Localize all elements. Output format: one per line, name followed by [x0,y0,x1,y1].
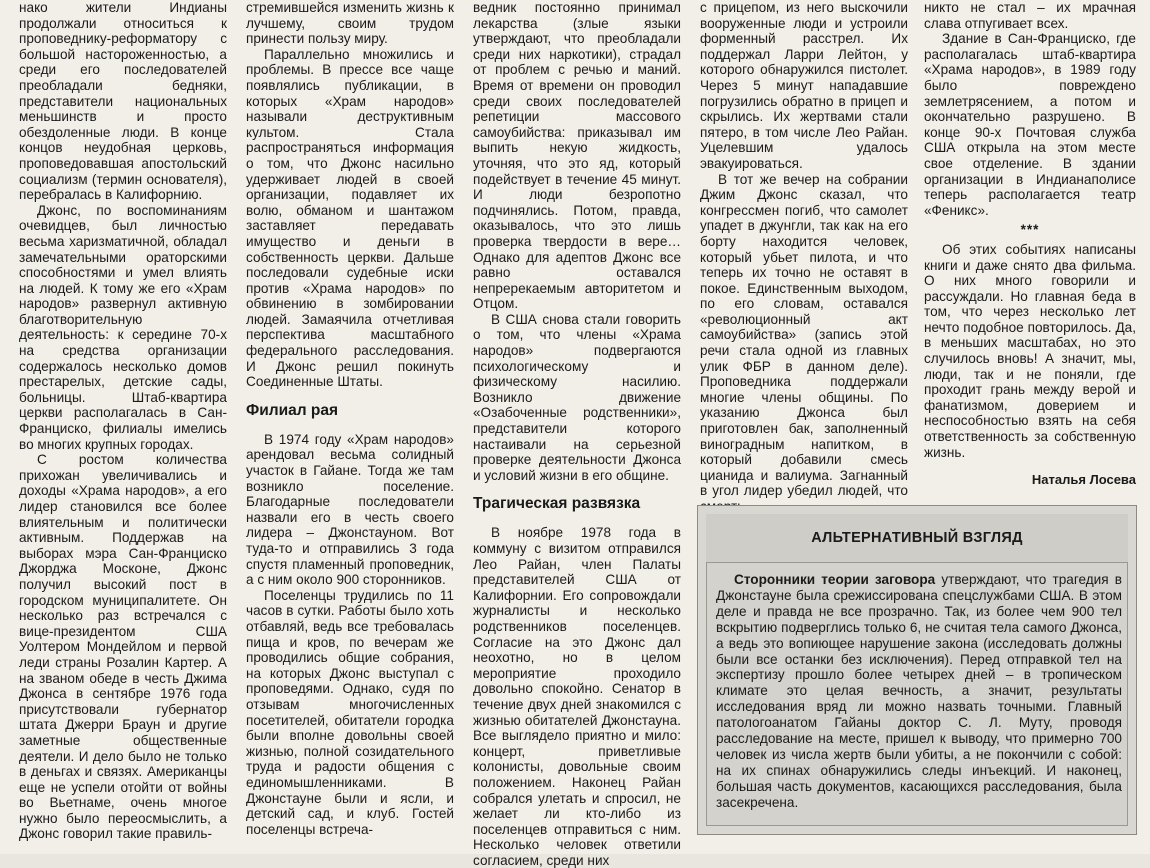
paragraph: В ноябре 1978 года в коммуну с визитом отправился Лео Райан, член Палаты представителей США от Калифорнии. Его сопровождали журналисты и несколько родственников поселенцев. Согласие на это Джонс дал неохотно, но в целом мероприятие проходило довольно спокойно. Сенатор в течение двух дней знакомился с жизнью обитателей Джонстауна. Все выглядело приятно и мило: концерт, приветливые колонисты, довольные своим положением. Наконец Райан собрался улетать и спросил, не желает ли кто-либо из поселенцев отправиться с ним. Несколько человек ответили согласием, среди них [473,525,681,868]
paragraph: Параллельно множились и проблемы. В прессе все чаще появлялись публикации, в которых «Храм народов» называли деструктивным культом. Стала распространяться информация о том, что Джонс насильно удерживает людей в своей организации, подавляет их волю, обманом и шантажом заставляет передавать имущество и деньги в собственность церкви. Дальше последовали судебные иски против «Храма народов» по обвинению в зомбировании людей. Замаячила отчетливая перспектива масштабного федерального расследования. И Джонс решил покинуть Соединенные Штаты. [246,46,454,390]
sidebar-title: АЛЬТЕРНАТИВНЫЙ ВЗГЛЯД [706,514,1128,563]
section-heading-tragedy: Трагическая развязка [473,495,641,513]
paragraph: С ростом количества прихожан увеличивались и доходы «Храма народов», а его лидер становился все более влиятельным и политически активным. Поддержав на выборах мэра Сан-Франциско Джорджа Москоне, Джонс получил высокий пост в городском муниципалитете. Он несколько раз встречался с вице-президентом США Уолтером Мондейлом и первой леди страны Розалин Картер. А на званом обеде в честь Джима Джонса в сентябре 1976 года присутствовали губернатор штата Джерри Браун и другие заметные общественные деятели. И дело было не только в деньгах и связях. Американцы еще не успели отойти от войны во Вьетнаме, очень многое нужно было переосмыслить, а Джонс говорил такие правиль- [19,452,227,842]
sidebar-text: утверждают, что трагедия в Джонстауне была срежиссирована спецслужбами США. В этом деле и правда не все прозрачно. Так, из более чем 900 тел вскрытию подверглись только 6, не считая тела самого Джонса, а ведь это вопиющее нарушение закона (исследовать должны были все останки без исключения). Перед отправкой тел на экспертизу прошло более четырех дней – в тропическом климате это целая вечность, а значит, результаты исследования вряд ли можно назвать точными. Главный патологоанатом Гайаны доктор С. Л. Муту, проводя расследование на месте, пришел к выводу, что примерно 700 человек из числа жертв были убиты, а не покончили с собой: на их спинах обнаружились следы инъекций. И наконец, большая часть документов, касающихся расследования, была засекречена. [716,572,1122,810]
sidebar-lead: Сторонники теории заговора [734,572,936,587]
section-separator: *** [1020,222,1040,238]
paragraph: Об этих событиях написаны книги и даже снято два фильма. О них много говорили и рассуждали. Но главная беда в том, что через несколько лет нечто подобное повторилось. Да, в меньших масштабах, но это случилось вновь! А значит, мы, люди, так и не поняли, где проходит грань между верой и фанатизмом, доверием и неспособностью взять на себя ответственность за собственную жизнь. [924,241,1136,460]
column-2 [246,0,454,837]
paragraph: стремившейся изменить жизнь к лучшему, своим трудом принести пользу миру. [246,0,454,47]
paragraph: Поселенцы трудились по 11 часов в сутки. Работы было хоть отбавляй, ведь все требовалась пища и кров, по вечерам же проводились общие собрания, на которых Джонс выступал с проповедями. Однако, судя по отзывам многочисленных посетителей, обитатели городка были вполне довольны своей жизнью, полной созидательного труда и радости общения с единомышленниками. В Джонстауне были и ясли, и детский сад, и клуб. Гостей поселенцы встреча- [246,587,454,837]
paragraph: с прицепом, из него выскочили вооруженные люди и устроили форменный расстрел. Их поддержал Ларри Лейтон, у которого обнаружился пистолет. Через 5 минут нападавшие погрузились обратно в прицеп и скрылись. Их жертвами стали пятеро, в том числе Лео Райан. Уцелевшим удалось эвакуироваться. [700,0,908,171]
sidebar-alternative-view [697,505,1137,835]
author-signature: Наталья Лосева [1031,472,1136,488]
paragraph: В тот же вечер на собрании Джим Джонс сказал, что конгрессмен погиб, что самолет упадет в джунгли, так как на его борту находится человек, который убьет пилота, и что теперь их точно не оставят в покое. Единственным выходом, по его словам, оставался «революционный акт самоубийства» (запись этой речи стала одной из главных улик ФБР в данном деле). Проповедника поддержали многие члены общины. По указанию Джонса был приготовлен бак, заполненный виноградным напитком, в который добавили смесь цианида и валиума. Загнанный в угол лидер убедил людей, что [700,171,908,499]
column-1 [19,0,227,842]
paragraph: Здание в Сан-Франциско, где располагалась штаб-квартира «Храма народов», в 1989 году было повреждено землетрясением, а потом и окончательно разрушено. В конце 90-х Почтовая служба США открыла на этом месте свое отделение. В здании организации в Индианаполисе теперь располагается театр «Феникс». [924,31,1136,218]
paragraph: нако жители Индианы продолжали относиться к проповеднику-реформатору с большой настороженностью, а среди его последователей преобладали бедняки, представители национальных меньшинств и просто обездоленные люди. В конце концов неудобная церковь, проповедовавшая апостольский социализм (термин основателя), перебралась в Калифорнию. [19,0,227,203]
paragraph: Джонс, по воспоминаниям очевидцев, был личностью весьма харизматичной, обладал замечательными ораторскими способностями и умел влиять на людей. К тому же его «Храм народов» развернул активную благотворительную деятельность: к середине 70-х на средства организации содержалось несколько домов престарелых, детские сады, больницы. Штаб-квартира церкви располагалась в Сан-Франциско, филиалы имелись во многих крупных городах. [19,202,227,452]
column-5 [924,0,1136,488]
column-4 [700,0,908,515]
paragraph: В США снова стали говорить о том, что члены «Храма народов» подвергаются психологическому и физическому насилию. Возникло движение «Озабоченные родственники», представители которого настаивали на серьезной проверке деятельности Джонса и условий жизни в его общине. [473,311,681,483]
sidebar-body [716,572,1122,811]
paragraph: ведник постоянно принимал лекарства (злые языки утверждают, что преобладали среди них наркотики), страдал от проблем с речью и маний. Время от времени он проводил среди своих последователей репетиции массового самоубийства: приказывал им выпить некую жидкость, уточняя, что это яд, который подействует в течение 45 минут. И люди безропотно подчинялись. Потом, правда, оказывалось, что это лишь проверка твердости в вере… Однако для адептов Джонс все равно оставался непререкаемым авторитетом и Отцом. [473,0,681,312]
paragraph: никто не стал – их мрачная слава отпугивает всех. [924,0,1136,31]
column-3 [473,0,681,868]
section-heading-filial: Филиал рая [246,401,339,419]
paragraph: В 1974 году «Храм народов» арендовал весьма солидный участок в Гайане. Тогда же там возникло поселение. Благодарные последователи назвали его в честь своего лидера – Джонстауном. Вот туда-то и отправились 3 года спустя пламенный проповедник, а с ним около 900 сторонников. [246,431,454,588]
